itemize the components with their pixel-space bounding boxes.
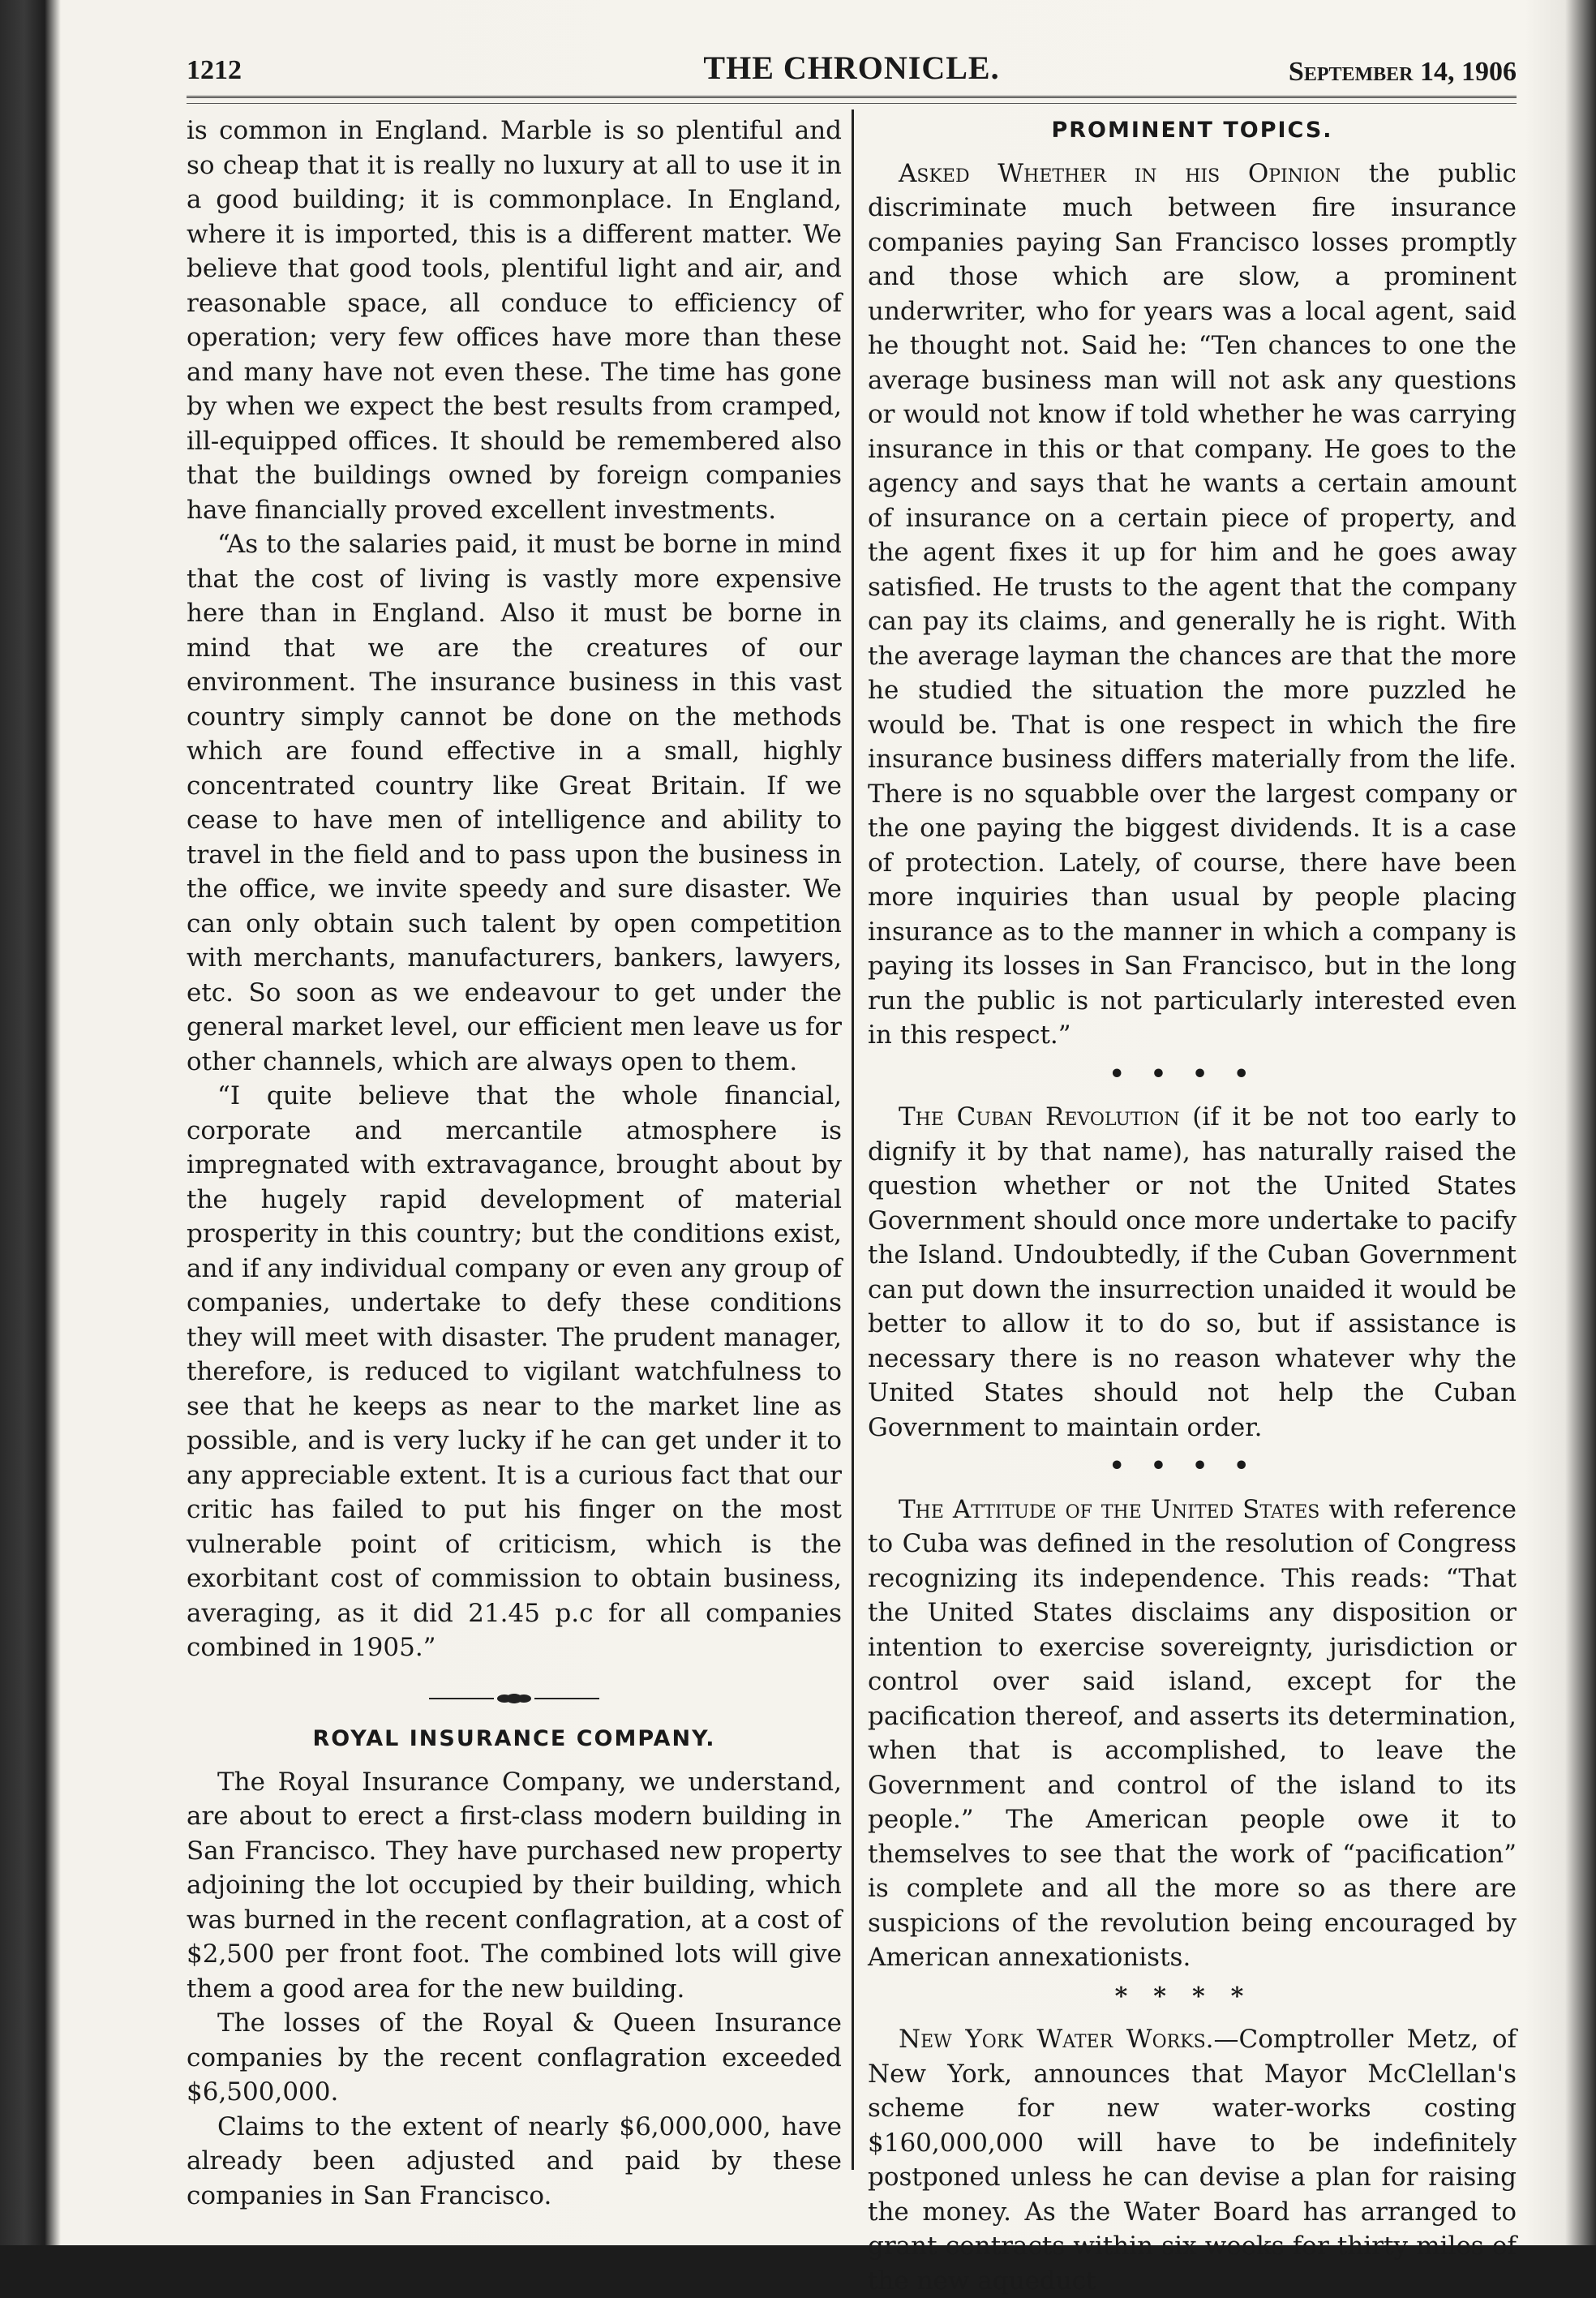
right-column [868,114,1517,2298]
dot-separator: •••• [1109,1452,1276,1480]
dot-separator: •••• [1109,1059,1276,1089]
header-rule [187,96,1517,104]
dot-separator: **** [1114,1982,1270,2011]
ornament-divider [187,1680,842,1715]
lead-in: Asked Whether in his Opinion [899,158,1341,188]
paragraph: The Cuban Revolution (if it be not too early to dignify it by that name), has naturally raised the question whether or not the United States Government should once more undertake to pacify the Island. Undoubtedly, if the Cuban Government can put down the insurrection unaided it would be better to allow it to do so, but if assistance is necessary there is no reason whatever why the United States should not help the Cuban Government to maintain order. [868,1102,1517,1442]
lead-in: The Attitude of the United States [899,1494,1320,1524]
paragraph: New York Water Works.—Comptroller Metz, of New York, announces that Mayor McClellan's scheme for new water-works costing $160,000,000 will have to be indefinitely postponed unless he can devise a plan for raising the money. As the Water Board has arranged to grant contracts within six weeks for thirty miles of the new aqueduct [868,2025,1517,2296]
column-divider [852,110,854,2170]
lead-in: New York Water Works. [899,2025,1214,2054]
page-header [187,49,1517,97]
publication-title: THE CHRONICLE. [703,49,1000,86]
paragraph: “I quite believe that the whole financial, corporate and mercantile atmosphere is impregnated with extravagance, brought about by the hugely rapid development of material prosperity in this country; but the conditions exist, and if any individual company or even any group of companies, undertake to defy these conditions they will meet with disaster. The prudent manager, therefore, is reduced to vigilant watchfulness to see that he keeps as near to the market line as possible, and is very lucky if he can get under it to any appreciable extent. It is a curious fact that our critic has failed to put his finger on the most vulnerable point of criticism, which is the exorbitant cost of commission to obtain business, averaging, as it did 21.45 p.c for all companies combined in 1905.” [187,1081,842,1662]
issue-date: September 14, 1906 [1288,57,1517,87]
paragraph: is common in England. Marble is so plentiful and so cheap that it is really no luxury at all to use it in a good building; it is commonplace. In England, where it is imported, this is a different matter. We believe that good tools, plentiful light and air, and reasonable space, all conduce to efficiency of operation; very few offices have more than these and many have not even these. The time has gone by when we expect the best results from cramped, ill-equipped offices. It should be remembered also that the buildings owned by foreign companies have financially proved excellent investments. [187,116,842,525]
left-column [187,114,842,2213]
paragraph: Claims to the extent of nearly $6,000,000, have already been adjusted and paid by these companies in San Francisco. [187,2111,842,2210]
lead-in: The Cuban Revolution [899,1102,1180,1132]
paragraph: The Royal Insurance Company, we understand, are about to erect a first-class modern building in San Francisco. They have purchased new property adjoining the lot occupied by their building, which was burned in the recent conflagration, at a cost of $2,500 per front foot. The combined lots will give them a good area for the new building. [187,1767,842,2004]
paragraph: The losses of the Royal & Queen Insurance companies by the recent conflagration exceeded $6,500,000. [187,2008,842,2107]
paragraph: The Attitude of the United States with reference to Cuba was defined in the resolution of Congress recognizing its independence. This reads: “That the United States disclaims any disposition or intention to exercise sovereignty, jurisdiction or control over said island, except for the pacification thereof, and asserts its determination, when that is accomplished, to leave the Government and control of the island to its people.” The American people owe it to themselves to see that the work of “pacification” is complete and all the more so as there are suspicions of the revolution being encouraged by American annexationists. [868,1494,1517,1972]
newspaper-page [146,32,1517,2296]
paragraph: Asked Whether in his Opinion the public discriminate much between fire insurance companies paying San Francisco losses promptly and those which are slow, a prominent underwriter, who for years was a local agent, said he thought not. Said he: “Ten chances to one the average business man will not ask any questions or would not know if told whether he was carrying insurance in this or that company. He goes to the agency and says that he wants a certain amount of insurance on a certain piece of property, and the agent fixes it up for him and he goes away satisfied. He trusts to the agent that the company can pay its claims, and generally he is right. With the average layman the chances are that the more he studied the situation the more puzzled he would be. That is one respect in which the fire insurance business differs materially from the life. There is no squabble over the largest company or the one paying the biggest dividends. It is a case of protection. Lately, of course, there have been more inquiries than usual by people placing insurance as to the manner in which a company is paying its losses in San Francisco, but in the long run the public is not particularly interested even in this respect.” [868,158,1517,1050]
section-heading: PROMINENT TOPICS. [1051,118,1333,143]
page-number: 1212 [187,55,242,85]
section-heading: ROYAL INSURANCE COMPANY. [312,1726,716,1751]
paragraph: “As to the salaries paid, it must be borne in mind that the cost of living is vastly more expensive here than in England. Also it must be borne in mind that we are the creatures of our environment. The insurance business in this vast country simply cannot be done on the methods which are found effective in a small, highly concentrated country like Great Britain. If we cease to have men of intelligence and ability to travel in the field and to pass upon the business in the office, we invite speedy and sure disaster. We can only obtain such talent by open competition with merchants, manufacturers, bankers, lawyers, etc. So soon as we endeavour to get under the general market level, our efficient men leave us for other channels, which are always open to them. [187,530,842,1076]
